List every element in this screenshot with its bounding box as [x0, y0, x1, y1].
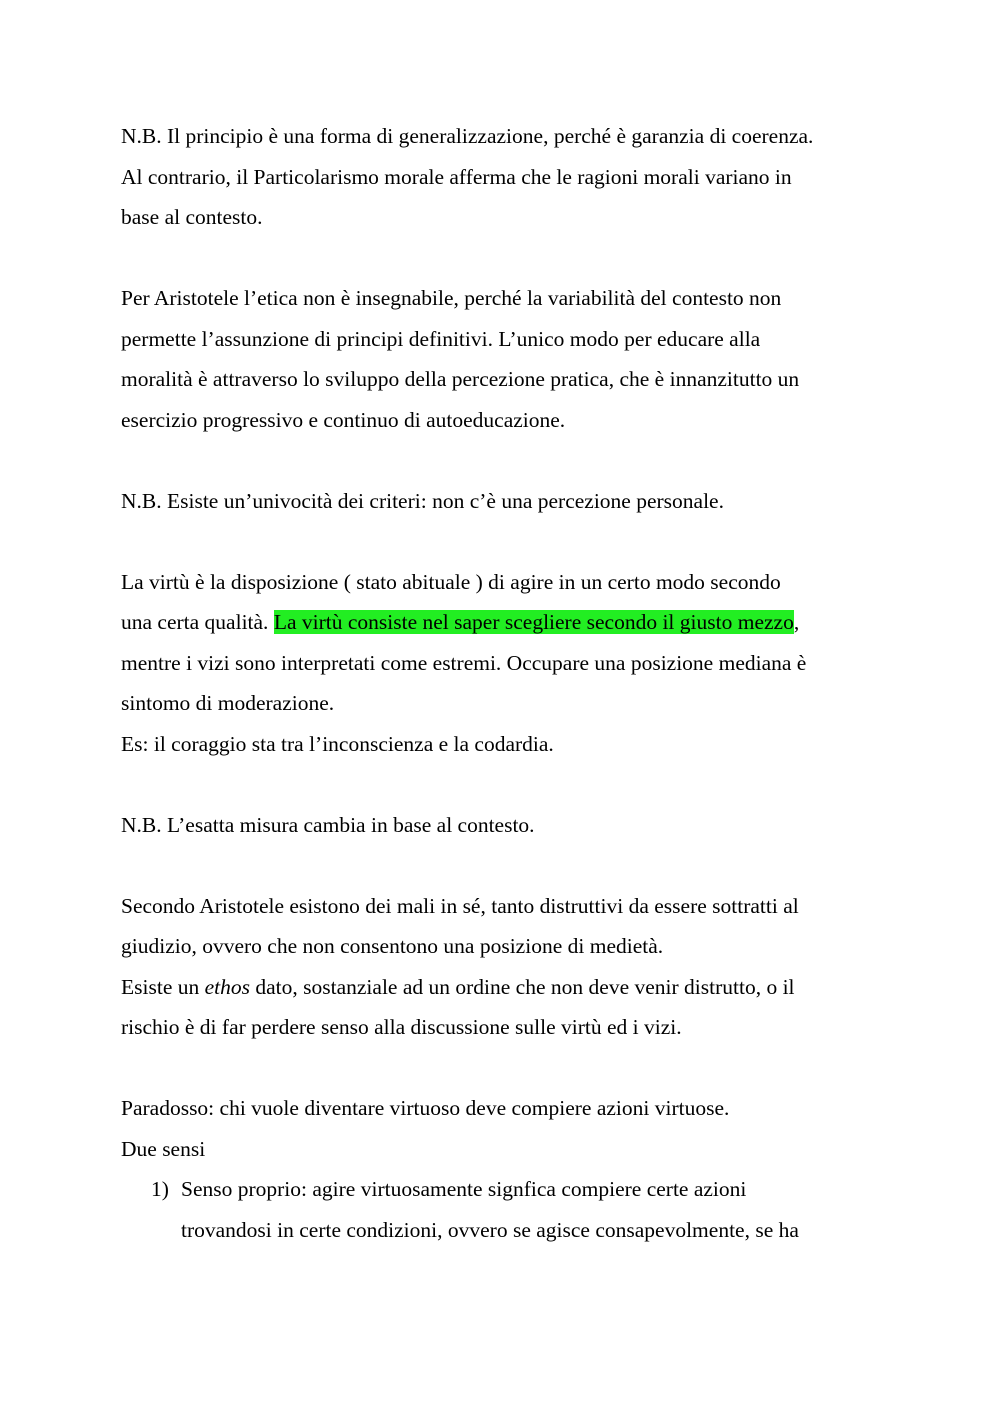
text-line: permette l’assunzione di principi definitivi. L’unico modo per educare alla — [121, 326, 761, 351]
text-line: rischio è di far perdere senso alla discussione sulle virtù ed i vizi. — [121, 1015, 682, 1039]
text-line: esercizio progressivo e continuo di autoeducazione. — [121, 407, 566, 432]
text-line: N.B. L’esatta misura cambia in base al contesto. — [121, 812, 535, 837]
paragraph-misura — [121, 805, 891, 846]
paragraph-aristotele-etica — [121, 278, 891, 440]
text-line: sintomo di moderazione. — [121, 691, 335, 715]
numbered-list — [121, 1169, 891, 1250]
text-segment: , — [793, 610, 800, 634]
text-line: Due sensi — [121, 1136, 206, 1161]
paragraph-gap — [121, 440, 891, 481]
text-line: Senso proprio: agire virtuosamente signfica compiere certe azioni — [181, 1177, 747, 1201]
paragraph-univocita — [121, 481, 891, 522]
highlighted-text: La virtù consiste nel saper scegliere secondo il giusto mezzo — [273, 610, 794, 634]
text-segment: Esiste un — [121, 974, 205, 999]
text-line: trovandosi in certe condizioni, ovvero se agisce consapevolmente, se ha — [181, 1217, 799, 1242]
text-line: moralità è attraverso lo sviluppo della percezione pratica, che è innanzitutto un — [121, 367, 800, 391]
text-line — [121, 602, 891, 643]
text-line: N.B. Il principio è una forma di generalizzazione, perché è garanzia di coerenza. — [121, 124, 814, 148]
text-line: N.B. Esiste un’univocità dei criteri: non c’è una percezione personale. — [121, 488, 724, 513]
italic-term: ethos — [204, 974, 250, 999]
text-line: Per Aristotele l’etica non è insegnabile, perché la variabilità del contesto non — [121, 286, 782, 310]
text-line: Paradosso: chi vuole diventare virtuoso deve compiere azioni virtuose. — [121, 1096, 730, 1120]
list-number: 1) — [151, 1177, 169, 1201]
paragraph-gap — [121, 845, 891, 886]
text-line: base al contesto. — [121, 205, 263, 229]
text-line: Es: il coraggio sta tra l’inconscienza e la codardia. — [121, 731, 554, 756]
list-item — [121, 1169, 891, 1250]
document-body — [121, 116, 891, 1250]
paragraph-gap — [121, 764, 891, 805]
text-segment: dato, sostanziale ad un ordine che non deve venir distrutto, o il — [250, 974, 795, 999]
paragraph-gap — [121, 521, 891, 562]
text-line: mentre i vizi sono interpretati come estremi. Occupare una posizione mediana è — [121, 650, 807, 675]
paragraph-mali — [121, 886, 891, 1048]
text-segment: una certa qualità. — [121, 610, 274, 634]
text-line: Al contrario, il Particolarismo morale afferma che le ragioni morali variano in — [121, 164, 792, 189]
paragraph-principio — [121, 116, 891, 238]
text-line — [121, 967, 891, 1008]
paragraph-gap — [121, 238, 891, 279]
text-line: giudizio, ovvero che non consentono una posizione di medietà. — [121, 934, 664, 958]
paragraph-gap — [121, 1048, 891, 1089]
paragraph-paradosso — [121, 1088, 891, 1169]
text-line: Secondo Aristotele esistono dei mali in sé, tanto distruttivi da essere sottratti al — [121, 893, 799, 918]
text-line: La virtù è la disposizione ( stato abituale ) di agire in un certo modo secondo — [121, 569, 781, 594]
paragraph-virtu — [121, 562, 891, 765]
